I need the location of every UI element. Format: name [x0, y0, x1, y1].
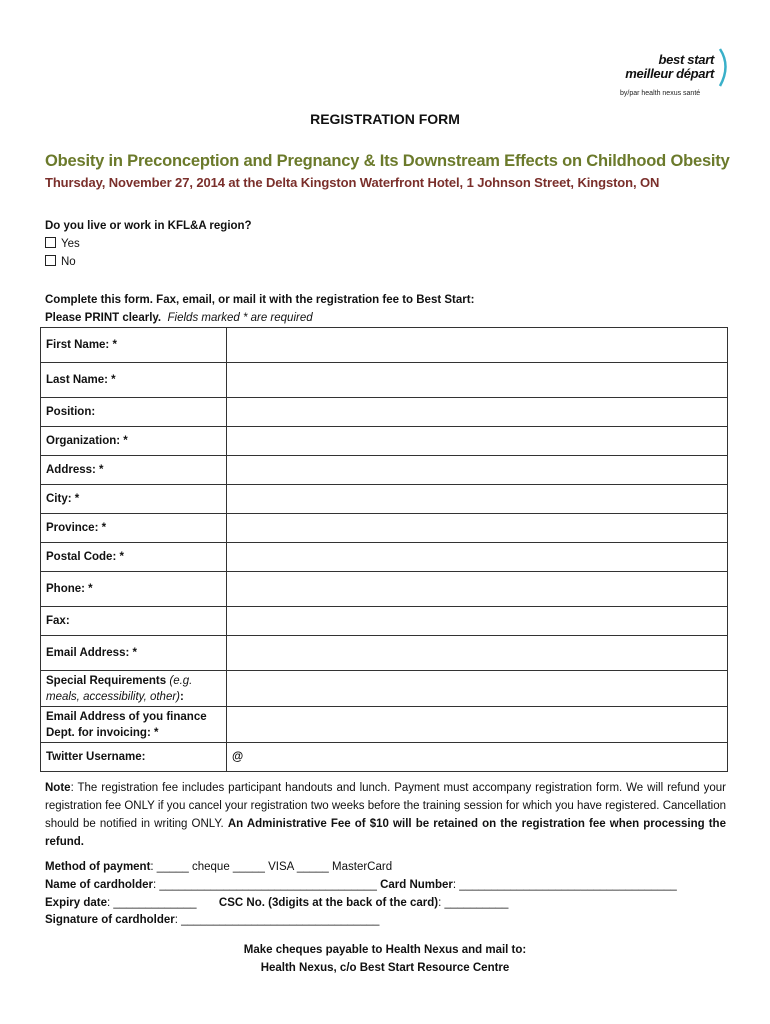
signature-line[interactable]	[45, 914, 379, 926]
best-start-logo	[612, 52, 732, 102]
email-label: Email Address: *	[41, 636, 227, 671]
card-number-label: Card Number	[380, 879, 453, 891]
position-label: Position:	[41, 398, 227, 427]
position-field[interactable]	[227, 398, 728, 427]
finance-email-label	[41, 707, 227, 743]
logo-line-1: best start	[658, 52, 714, 67]
fax-label: Fax:	[41, 607, 227, 636]
mailing-address: Health Nexus, c/o Best Start Resource Centre	[260, 962, 510, 974]
signature-label: Signature of cardholder	[45, 914, 175, 926]
twitter-at-sign: @	[232, 751, 244, 763]
finance-email-line-2: Dept. for invoicing: *	[46, 726, 159, 739]
event-title: Obesity in Preconception and Pregnancy & Its Downstream Effects on Childhood Obesity	[45, 152, 730, 170]
table-row	[41, 514, 728, 543]
cardholder-line[interactable]	[45, 879, 677, 891]
postal-code-field[interactable]	[227, 543, 728, 572]
phone-label: Phone: *	[41, 572, 227, 607]
city-field[interactable]	[227, 485, 728, 514]
province-label: Province: *	[41, 514, 227, 543]
last-name-field[interactable]	[227, 363, 728, 398]
address-field[interactable]	[227, 456, 728, 485]
special-requirements-hint-2: meals, accessibility, other)	[46, 690, 180, 703]
finance-email-line-1: Email Address of you finance	[46, 710, 207, 723]
table-row	[41, 485, 728, 514]
table-row	[41, 543, 728, 572]
instructions-line-1: Complete this form. Fax, email, or mail it with the registration fee to Best Start:	[45, 294, 475, 306]
table-row	[41, 636, 728, 671]
organization-field[interactable]	[227, 427, 728, 456]
note-admin-fee: An Administrative Fee of $10 will be retained on the registration fee when processing the refund.	[45, 818, 726, 848]
expiry-line[interactable]	[45, 897, 508, 909]
refund-note	[45, 779, 726, 851]
event-subtitle: Thursday, November 27, 2014 at the Delta Kingston Waterfront Hotel, 1 Johnson Street, Kingston, ON	[45, 175, 660, 190]
signature-blank[interactable]: : _______________________________	[174, 914, 380, 926]
region-option-yes[interactable]	[45, 237, 80, 250]
organization-label: Organization: *	[41, 427, 227, 456]
no-checkbox[interactable]	[45, 255, 56, 266]
table-row	[41, 572, 728, 607]
table-row	[41, 671, 728, 707]
table-row	[41, 328, 728, 363]
last-name-label: Last Name: *	[41, 363, 227, 398]
address-label: Address: *	[41, 456, 227, 485]
special-requirements-field[interactable]	[227, 671, 728, 707]
first-name-field[interactable]	[227, 328, 728, 363]
logo-line-3: by/par health nexus santé	[620, 90, 701, 97]
table-row	[41, 398, 728, 427]
payment-method-label: Method of payment	[45, 861, 151, 873]
table-row	[41, 427, 728, 456]
phone-field[interactable]	[227, 572, 728, 607]
cardholder-label: Name of cardholder	[45, 879, 153, 891]
cardholder-blank[interactable]: : __________________________________	[153, 879, 377, 891]
fax-field[interactable]	[227, 607, 728, 636]
postal-code-label: Postal Code: *	[41, 543, 227, 572]
csc-blank[interactable]: : __________	[438, 897, 509, 909]
logo-arc-icon	[718, 46, 732, 90]
table-row	[41, 607, 728, 636]
twitter-label: Twitter Username:	[41, 743, 227, 772]
special-requirements-title: Special Requirements	[46, 674, 167, 687]
table-row	[41, 743, 728, 772]
card-number-blank[interactable]: : __________________________________	[452, 879, 677, 891]
no-label: No	[61, 256, 76, 268]
twitter-field[interactable]	[227, 743, 728, 772]
table-row	[41, 456, 728, 485]
csc-label: CSC No. (3digits at the back of the card)	[218, 897, 439, 909]
instructions-line-2	[45, 312, 313, 324]
yes-checkbox[interactable]	[45, 237, 56, 248]
city-label: City: *	[41, 485, 227, 514]
note-text: : The registration fee includes participant handouts and lunch. Payment must accompany registration form. We will refund your registration fee ONLY if you cancel your registration two weeks before the training session for which you have registered. Cancellation should be notified in writing ONLY.	[45, 782, 726, 830]
form-title: REGISTRATION FORM	[310, 111, 460, 127]
required-note: Fields marked * are required	[167, 312, 313, 324]
note-label: Note	[45, 782, 71, 794]
payment-method-options[interactable]: : _____ cheque _____ VISA _____ MasterCard	[150, 861, 393, 873]
expiry-label: Expiry date	[45, 897, 107, 909]
table-row	[41, 363, 728, 398]
table-row	[41, 707, 728, 743]
print-clearly-text: Please PRINT clearly.	[45, 312, 162, 324]
payment-method-line[interactable]	[45, 861, 392, 873]
email-field[interactable]	[227, 636, 728, 671]
special-requirements-label	[41, 671, 227, 707]
yes-label: Yes	[61, 238, 80, 250]
logo-line-2: meilleur départ	[625, 66, 714, 81]
region-option-no[interactable]	[45, 255, 76, 268]
region-question: Do you live or work in KFL&A region?	[45, 220, 252, 232]
special-requirements-colon: :	[180, 690, 184, 703]
first-name-label: First Name: *	[41, 328, 227, 363]
expiry-blank[interactable]: : _____________	[107, 897, 197, 909]
registration-table	[40, 327, 728, 772]
finance-email-field[interactable]	[227, 707, 728, 743]
special-requirements-hint-1: (e.g.	[169, 674, 193, 687]
province-field[interactable]	[227, 514, 728, 543]
cheque-instructions: Make cheques payable to Health Nexus and mail to:	[243, 944, 527, 956]
